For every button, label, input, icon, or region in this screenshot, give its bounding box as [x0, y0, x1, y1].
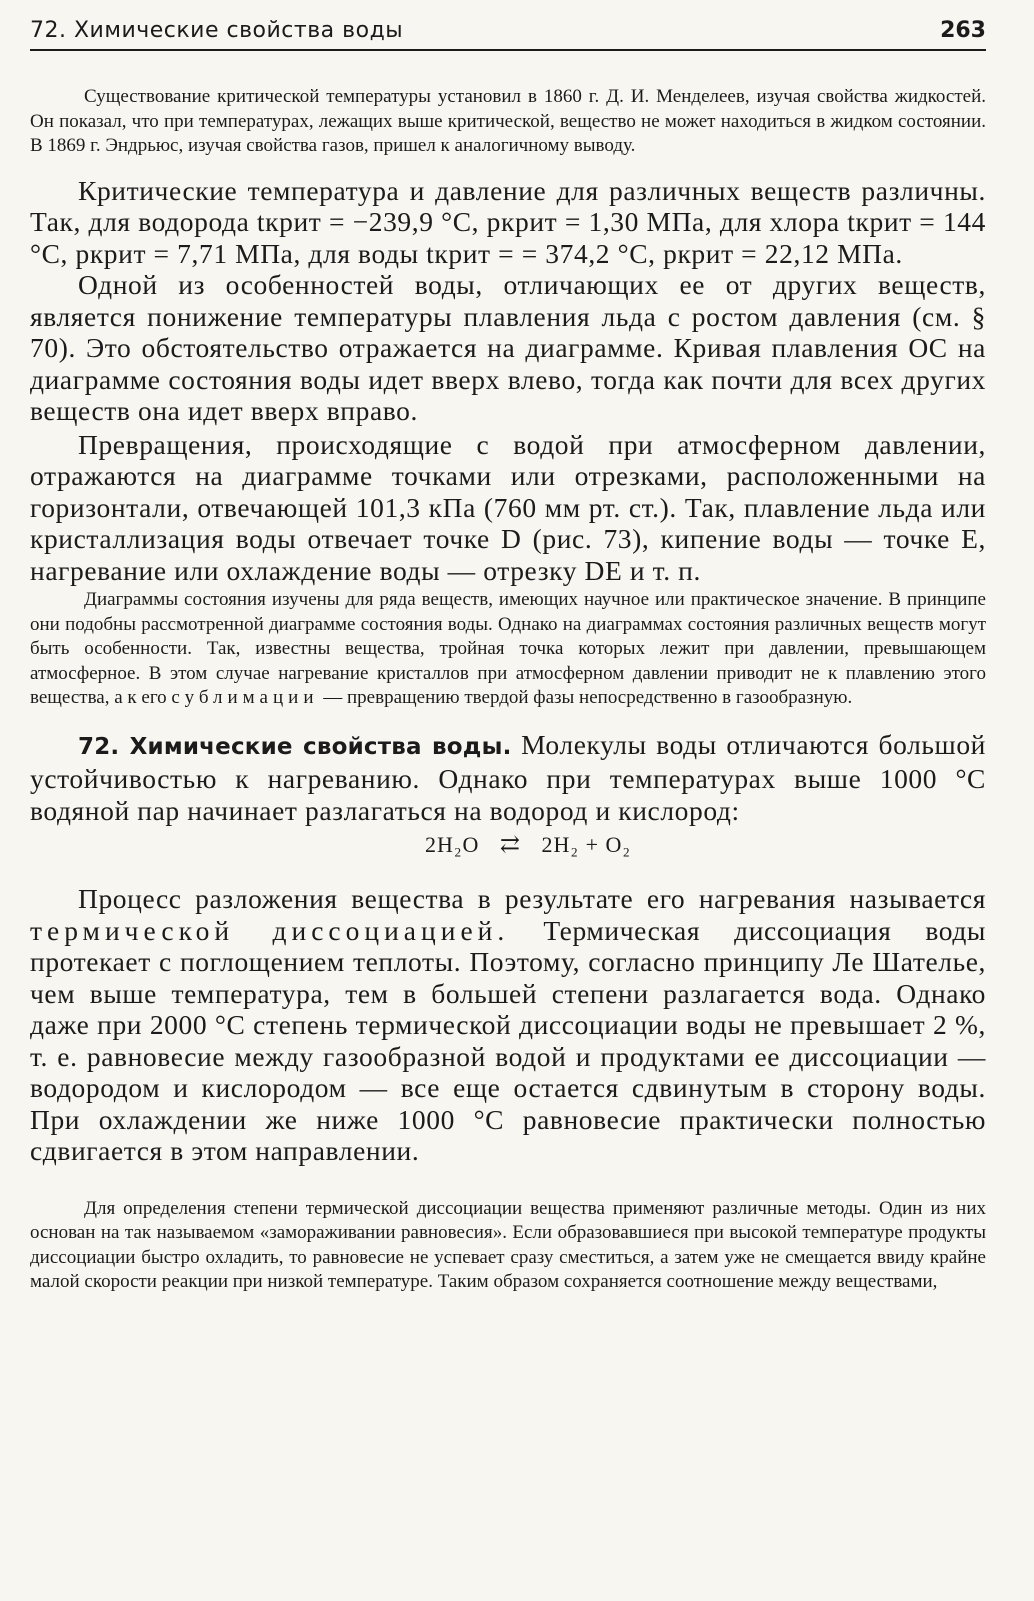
equation-left: 2H₂O [424, 832, 480, 857]
section-heading: 72. Химические свойства воды. [78, 733, 512, 760]
term-thermal-dissociation: термической диссоциацией. [30, 914, 510, 946]
reaction-equation [30, 826, 986, 865]
text-span: — превращению твердой фазы непосредственно в газообразную. [323, 687, 853, 708]
page-number: 263 [940, 18, 986, 43]
paragraph-thermal-dissociation [30, 883, 986, 1167]
section-heading-paragraph [30, 729, 986, 827]
text-span: Процесс разложения вещества в результате его нагревания называется [78, 883, 986, 914]
paragraph-melting-curve: Одной из особенностей воды, отличающих ее от других веществ, является понижение температуры плавления льда с ростом давления (см. § 70). Это обстоятельство отражается на диаграмме. Кривая плавления OC на диаграмме состояния воды идет вверх влево, тогда как почти для всех других веществ она идет вверх вправо. [30, 269, 986, 426]
equilibrium-arrow-icon: ⇄ [499, 832, 522, 858]
paragraph-phase-diagrams-note [30, 588, 986, 711]
text-span: Термическая диссоциация воды протекает с поглощением теплоты. Поэтому, согласно принципу Ле Шателье, чем выше температура, тем в большей степени разлагается вода. Однако даже при 2000 °C степень термической диссоциации воды не превышает 2 %, т. е. равновесие между газообразной водой и продуктами ее диссоциации — водородом и кислородом — все еще остается сдвинутым в сторону воды. При охлаждении же ниже 1000 °C равновесие практически полностью сдвигается в этом направлении. [30, 914, 987, 1166]
equation-right: 2H₂ + O₂ [541, 832, 632, 857]
text-span: Молекулы воды отличаются большой устойчивостью к нагреванию. Однако при температурах выше 1000 °C водяной пар начинает разлагаться на водород и кислород: [30, 728, 986, 826]
paragraph-history-note: Существование критической температуры установил в 1860 г. Д. И. Менделеев, изучая свойства жидкостей. Он показал, что при температурах, лежащих выше критической, вещество не может находиться в жидком состоянии. В 1869 г. Эндрьюс, изучая свойства газов, пришел к аналогичному выводу. [30, 86, 986, 156]
term-sublimation: сублимации [171, 687, 319, 708]
paragraph-critical-values: Критические температура и давление для различных веществ различны. Так, для водорода tкрит = −239,9 °C, pкрит = 1,30 МПа, для хлора tкрит = 144 °C, pкрит = 7,71 МПа, для воды tкрит = = 374,2 °C, pкрит = 22,12 МПа. [30, 174, 986, 269]
text-span: Диаграммы состояния изучены для ряда веществ, имеющих научное или практическое значение. В принципе они подобны рассмотренной диаграмме состояния воды. Однако на диаграммах состояния различных веществ могут быть особенности. Так, известны вещества, тройная точка которых лежит при давлении, превышающем атмосферное. В этом случае нагревание кристаллов при атмосферном давлении приводит не к плавлению этого вещества, а к его [30, 589, 986, 708]
running-header [30, 18, 986, 51]
running-title: 72. Химические свойства воды [30, 18, 404, 43]
paragraph-atmospheric-transitions: Превращения, происходящие с водой при атмосферном давлении, отражаются на диаграмме точками или отрезками, расположенными на горизонтали, отвечающей 101,3 кПа (760 мм рт. ст.). Так, плавление льда или кристаллизация воды отвечает точке D (рис. 73), кипение воды — точке E, нагревание или охлаждение воды — отрезку DE и т. п. [30, 428, 986, 586]
paragraph-freezing-equilibrium: Для определения степени термической диссоциации вещества применяют различные методы. Один из них основан на так называемом «замораживании равновесия». Если образовавшиеся при высокой температуре продукты диссоциации быстро охладить, то равновесие не успевает сразу сместиться, а затем уже не смещается ввиду крайне малой скорости реакции при низкой температуре. Таким образом сохраняется соотношение между веществами, [30, 1197, 986, 1292]
